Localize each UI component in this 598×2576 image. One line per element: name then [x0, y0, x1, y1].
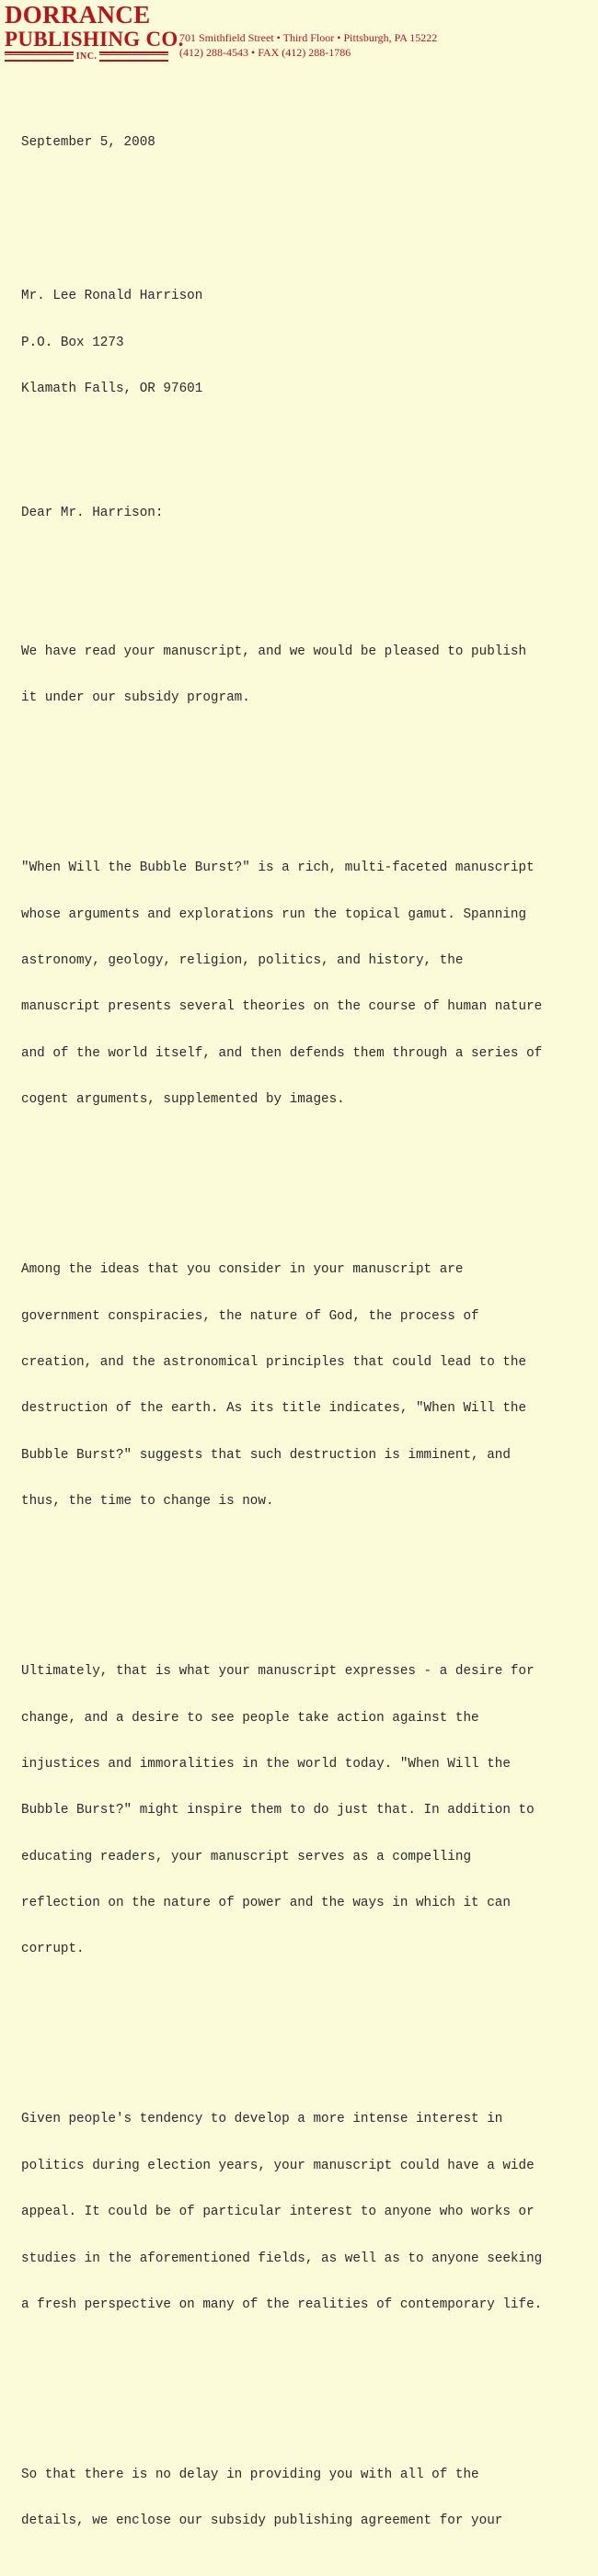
logo-name-line1: DORRANCE [5, 1, 151, 28]
paragraph-line: creation, and the astronomical principles that could lead to the [21, 1354, 527, 1370]
paragraph-line: "When Will the Bubble Burst?" is a rich, multi-faceted manuscript [21, 861, 535, 876]
paragraph-line: Among the ideas that you consider in your manuscript are [21, 1262, 464, 1278]
logo-rule-right [99, 51, 168, 62]
paragraph-line: cogent arguments, supplemented by images. [21, 1092, 345, 1108]
logo-inc: INC. [75, 51, 98, 62]
letter-date: September 5, 2008 [21, 134, 155, 150]
paragraph-line: appeal. It could be of particular interest to anyone who works or [21, 2205, 535, 2220]
paragraph-6 [21, 2436, 587, 2559]
paragraph-5 [21, 2081, 587, 2344]
logo-inc-rule [5, 51, 168, 61]
publisher-address-block [179, 30, 437, 60]
recipient-city: Klamath Falls, OR 97601 [21, 381, 203, 396]
paragraph-line: destruction of the earth. As its title indicates, "When Will the [21, 1401, 527, 1417]
paragraph-1 [21, 613, 587, 736]
letterhead [0, 0, 598, 64]
paragraph-line: Bubble Burst?" suggests that such destruction is imminent, and [21, 1447, 511, 1463]
paragraph-line: studies in the aforementioned fields, as well as to anyone seeking [21, 2251, 543, 2266]
paragraph-line: So that there is no delay in providing you with all of the [21, 2467, 479, 2482]
paragraph-3 [21, 1232, 587, 1541]
paragraph-4 [21, 1634, 587, 1989]
paragraph-line: a fresh perspective on many of the realities of contemporary life. [21, 2297, 543, 2312]
paragraph-line: and of the world itself, and then defends them through a series of [21, 1045, 543, 1061]
paragraph-line: thus, the time to change is now. [21, 1494, 274, 1510]
paragraph-line: We have read your manuscript, and we would be pleased to publish [21, 644, 527, 659]
publisher-address: 701 Smithfield Street • Third Floor • Pittsburgh, PA 15222 [179, 31, 438, 44]
paragraph-line: government conspiracies, the nature of God, the process of [21, 1308, 479, 1324]
paragraph-line: details, we enclose our subsidy publishing agreement for your [21, 2513, 503, 2529]
paragraph-line: Given people's tendency to develop a more intense interest in [21, 2112, 503, 2127]
paragraph-line: corrupt. [21, 1942, 85, 1957]
paragraph-line: manuscript presents several theories on the course of human nature [21, 999, 543, 1015]
paragraph-line: injustices and immoralities in the world today. "When Will the [21, 1756, 511, 1772]
paragraph-line: politics during election years, your manuscript could have a wide [21, 2158, 535, 2173]
recipient-address [21, 258, 587, 428]
paragraph-line: change, and a desire to see people take action against the [21, 1710, 479, 1726]
paragraph-line: it under our subsidy program. [21, 690, 250, 706]
paragraph-line: Bubble Burst?" might inspire them to do just that. In addition to [21, 1803, 535, 1818]
recipient-street: P.O. Box 1273 [21, 335, 124, 350]
paragraph-line: astronomy, geology, religion, politics, and history, the [21, 953, 464, 969]
publisher-logo [5, 1, 184, 62]
salutation: Dear Mr. Harrison: [21, 505, 164, 520]
paragraph-2 [21, 830, 587, 1139]
logo-name-line2: PUBLISHING CO. [5, 28, 184, 51]
publisher-phone-fax: (412) 288-4543 • FAX (412) 288-1786 [179, 46, 351, 59]
paragraph-line: whose arguments and explorations run the topical gamut. Spanning [21, 906, 527, 922]
logo-rule-left [5, 51, 74, 62]
paragraph-line: Ultimately, that is what your manuscript expresses - a desire for [21, 1664, 535, 1680]
recipient-name: Mr. Lee Ronald Harrison [21, 289, 203, 304]
paragraph-line: educating readers, your manuscript serves as a compelling [21, 1849, 472, 1864]
paragraph-line: reflection on the nature of power and the ways in which it can [21, 1896, 511, 1911]
letter-body [21, 104, 587, 2576]
